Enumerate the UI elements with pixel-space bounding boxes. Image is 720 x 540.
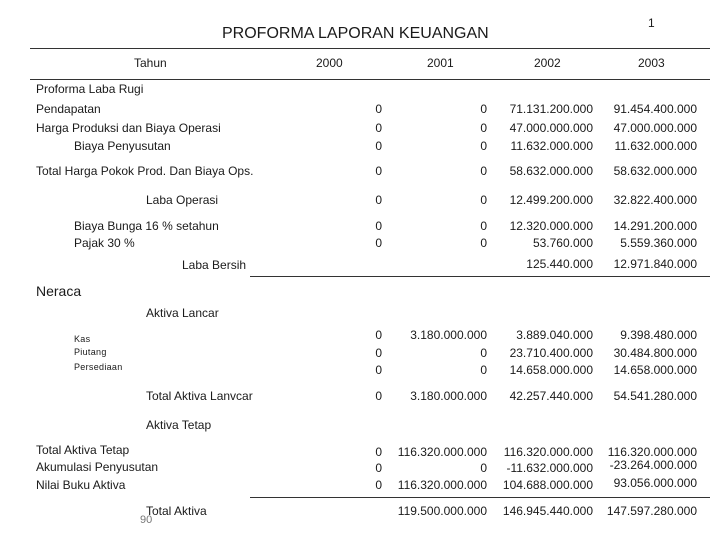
piutang-2000: 0: [375, 346, 382, 360]
biaya-bunga-2000: 0: [375, 219, 382, 233]
piutang-label: Piutang: [74, 347, 107, 357]
piutang-2003: 30.484.800.000: [613, 346, 697, 360]
total-aktiva-rule: [250, 497, 710, 498]
total-aktiva-2001: 119.500.000.000: [397, 504, 487, 518]
persediaan-2001: 0: [480, 363, 487, 377]
laba-operasi-label: Laba Operasi: [146, 193, 219, 207]
pajak-2000: 0: [375, 236, 382, 250]
total-aktiva-lancar-2002: 42.257.440.000: [509, 389, 593, 403]
header-top-rule: [30, 48, 710, 49]
biaya-bunga-label: Biaya Bunga 16 % setahun: [74, 219, 219, 233]
biaya-bunga-2001: 0: [480, 219, 487, 233]
piutang-2001: 0: [480, 346, 487, 360]
year-2003-header: 2003: [638, 56, 665, 70]
total-hpp-2002: 58.632.000.000: [509, 164, 593, 178]
akumulasi-penyusutan-2003: -23.264.000.000: [609, 458, 697, 472]
laba-bersih-label: Laba Bersih: [182, 258, 247, 272]
laba-operasi-2003: 32.822.400.000: [613, 193, 697, 207]
kas-label: Kas: [74, 334, 91, 344]
total-aktiva-lancar-2001: 3.180.000.000: [410, 389, 487, 403]
pendapatan-2001: 0: [480, 102, 487, 116]
total-aktiva-label: Total Aktiva: [146, 504, 207, 518]
harga-produksi-2001: 0: [480, 121, 487, 135]
harga-produksi-2003: 47.000.000.000: [613, 121, 697, 135]
biaya-penyusutan-label: Biaya Penyusutan: [74, 139, 171, 153]
pendapatan-2000: 0: [375, 102, 382, 116]
biaya-penyusutan-2001: 0: [480, 139, 487, 153]
total-hpp-2003: 58.632.000.000: [613, 164, 697, 178]
total-aktiva-tetap-2001: 116.320.000.000: [397, 445, 487, 459]
footer-page-number: 90: [140, 514, 153, 526]
total-aktiva-tetap-2002: 116.320.000.000: [503, 445, 593, 459]
biaya-bunga-2003: 14.291.200.000: [613, 219, 697, 233]
akumulasi-penyusutan-2001: 0: [480, 461, 487, 475]
total-aktiva-tetap-2000: 0: [375, 445, 382, 459]
persediaan-2000: 0: [375, 363, 382, 377]
nilai-buku-aktiva-2002: 104.688.000.000: [502, 478, 593, 492]
laba-operasi-2000: 0: [375, 193, 382, 207]
persediaan-label: Persediaan: [74, 362, 123, 372]
biaya-bunga-2002: 12.320.000.000: [509, 219, 593, 233]
persediaan-2002: 14.658.000.000: [509, 363, 593, 377]
nilai-buku-aktiva-2000: 0: [375, 478, 382, 492]
kas-2003: 9.398.480.000: [620, 328, 697, 342]
page-title: PROFORMA LAPORAN KEUANGAN: [222, 25, 489, 42]
tahun-label: Tahun: [134, 56, 167, 70]
pendapatan-2003: 91.454.400.000: [613, 102, 697, 116]
laba-bersih-2002: 125.440.000: [526, 257, 593, 271]
aktiva-tetap-heading: Aktiva Tetap: [146, 418, 212, 432]
harga-produksi-label: Harga Produksi dan Biaya Operasi: [36, 121, 221, 135]
year-2001-header: 2001: [427, 56, 454, 70]
total-aktiva-lancar-label: Total Aktiva Lanvcar: [146, 389, 253, 403]
laba-rugi-heading: Proforma Laba Rugi: [36, 82, 144, 96]
total-aktiva-lancar-2000: 0: [375, 389, 382, 403]
pendapatan-label: Pendapatan: [36, 102, 101, 116]
laba-operasi-2001: 0: [480, 193, 487, 207]
pajak-2001: 0: [480, 236, 487, 250]
total-hpp-label: Total Harga Pokok Prod. Dan Biaya Ops.: [36, 164, 254, 178]
kas-2002: 3.889.040.000: [516, 328, 593, 342]
header-bottom-rule: [30, 79, 710, 80]
neraca-heading: Neraca: [36, 283, 82, 299]
total-aktiva-lancar-2003: 54.541.280.000: [613, 389, 697, 403]
laba-bersih-2003: 12.971.840.000: [613, 257, 697, 271]
laba-operasi-2002: 12.499.200.000: [509, 193, 593, 207]
biaya-penyusutan-2002: 11.632.000.000: [510, 139, 593, 153]
pajak-label: Pajak 30 %: [74, 236, 135, 250]
piutang-2002: 23.710.400.000: [509, 346, 593, 360]
total-aktiva-tetap-label: Total Aktiva Tetap: [36, 443, 130, 457]
akumulasi-penyusutan-2002: -11.632.000.000: [506, 461, 593, 475]
year-2002-header: 2002: [534, 56, 561, 70]
kas-2000: 0: [375, 328, 382, 342]
laba-bersih-rule: [250, 276, 710, 277]
aktiva-lancar-heading: Aktiva Lancar: [146, 306, 219, 320]
persediaan-2003: 14.658.000.000: [613, 363, 697, 377]
akumulasi-penyusutan-2000: 0: [375, 461, 382, 475]
year-2000-header: 2000: [316, 56, 343, 70]
nilai-buku-aktiva-label: Nilai Buku Aktiva: [36, 478, 126, 492]
akumulasi-penyusutan-label: Akumulasi Penyusutan: [36, 460, 159, 474]
total-aktiva-tetap-2003: 116.320.000.000: [607, 445, 697, 459]
harga-produksi-2002: 47.000.000.000: [509, 121, 593, 135]
pajak-2003: 5.559.360.000: [620, 236, 697, 250]
biaya-penyusutan-2000: 0: [375, 139, 382, 153]
harga-produksi-2000: 0: [375, 121, 382, 135]
total-aktiva-2002: 146.945.440.000: [502, 504, 593, 518]
page-number: 1: [648, 16, 655, 30]
nilai-buku-aktiva-2001: 116.320.000.000: [397, 478, 487, 492]
nilai-buku-aktiva-2003: 93.056.000.000: [613, 476, 697, 490]
total-hpp-2001: 0: [480, 164, 487, 178]
pendapatan-2002: 71.131.200.000: [509, 102, 593, 116]
total-aktiva-2003: 147.597.280.000: [606, 504, 697, 518]
pajak-2002: 53.760.000: [532, 236, 593, 250]
total-hpp-2000: 0: [375, 164, 382, 178]
biaya-penyusutan-2003: 11.632.000.000: [614, 139, 697, 153]
kas-2001: 3.180.000.000: [410, 328, 487, 342]
